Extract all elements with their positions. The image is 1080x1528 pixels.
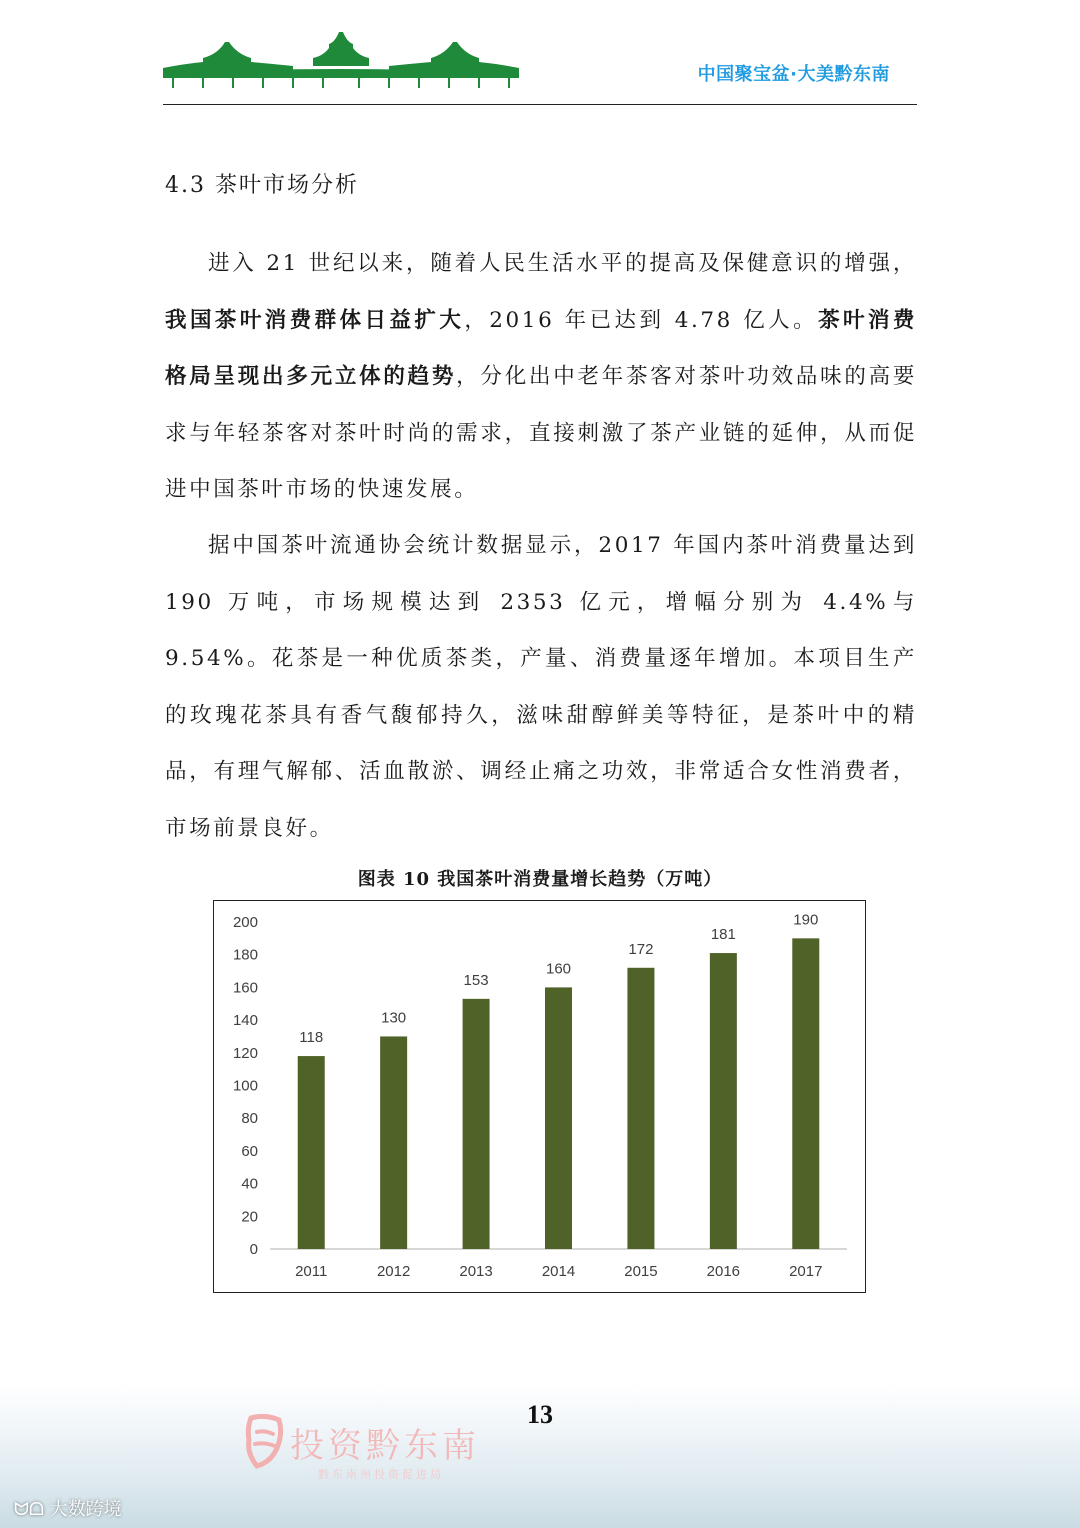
- bar-2016: [710, 953, 737, 1249]
- y-tick-label: 40: [241, 1175, 258, 1193]
- y-tick-label: 160: [232, 979, 258, 997]
- p1-bold-1: 我国茶叶消费群体日益扩大: [165, 307, 465, 333]
- x-tick-label: 2015: [624, 1263, 658, 1280]
- y-tick-label: 120: [232, 1044, 258, 1062]
- pagoda-building-icon: [163, 28, 519, 90]
- section-heading: 4.3 茶叶市场分析: [165, 173, 359, 198]
- bar-2014: [545, 987, 572, 1249]
- paragraph-market-data: 据中国茶叶流通协会统计数据显示，2017 年国内茶叶消费量达到 190 万吨，市场规模达到 2353 亿元，增幅分别为 4.4%与 9.54%。花茶是一种优质茶类，产量、消费量逐年增加。本项目生产的玫瑰花茶具有香气馥郁持久，滋味甜醇鲜美等特征，是茶叶中的精品，有理气解郁、活血散淤、调经止痛之功效，非常适合女性消费者，市场前景良好。: [165, 533, 917, 841]
- x-tick-label: 2016: [706, 1263, 741, 1280]
- y-tick-label: 20: [241, 1208, 258, 1226]
- data-label: 190: [793, 911, 819, 929]
- footer-brand: 投资黔东南: [290, 1426, 480, 1466]
- x-tick-label: 2014: [541, 1263, 576, 1280]
- watermark: [14, 1495, 122, 1521]
- figure-caption: 图表 10 我国茶叶消费量增长趋势（万吨）: [357, 869, 723, 890]
- p1-sentence-3: ，分化出中老年茶客对茶叶功效品味的高要求与年轻茶客对茶叶时尚的需求，直接刺激了茶产业链的延伸，从而促进中国茶叶市场的快速发展。: [165, 364, 918, 502]
- bar-2017: [792, 938, 819, 1249]
- y-tick-label: 80: [241, 1110, 258, 1128]
- header-divider: [163, 104, 917, 105]
- bar-2015: [627, 968, 654, 1249]
- bar-2013: [463, 999, 490, 1249]
- header-tagline: 中国聚宝盆·大美黔东南: [697, 64, 890, 85]
- chart-frame: [213, 900, 866, 1293]
- page-number: 13: [527, 1400, 553, 1429]
- y-tick-label: 200: [232, 914, 258, 931]
- footer-slogan: 黔东南州投资促进局: [318, 1468, 444, 1481]
- data-label: 118: [299, 1029, 324, 1047]
- p1-sentence-2: ，2016 年已达到 4.78 亿人。: [464, 307, 819, 333]
- y-tick-label: 100: [232, 1077, 258, 1095]
- bar-2012: [380, 1036, 407, 1249]
- data-label: 181: [710, 926, 736, 944]
- y-tick-label: 60: [241, 1142, 258, 1160]
- x-tick-label: 2013: [459, 1263, 493, 1280]
- data-label: 130: [381, 1009, 407, 1027]
- x-tick-label: 2011: [295, 1263, 328, 1280]
- y-tick-label: 140: [232, 1012, 258, 1030]
- bar-2011: [298, 1056, 325, 1249]
- x-tick-label: 2017: [789, 1263, 823, 1280]
- watermark-logo-icon: ᗢᗝ: [14, 1499, 50, 1520]
- y-tick-label: 180: [232, 946, 258, 964]
- bar-chart: [214, 901, 864, 1291]
- paragraph-consumer-growth: [165, 236, 917, 519]
- p1-bold-2: 茶叶消费格局呈现出多元立体的趋势: [165, 307, 918, 389]
- data-label: 172: [628, 940, 654, 958]
- data-label: 153: [463, 971, 489, 989]
- y-tick-label: 0: [249, 1241, 258, 1258]
- data-label: 160: [545, 960, 572, 978]
- watermark-text: 大数跨境: [49, 1499, 122, 1520]
- x-tick-label: 2012: [376, 1263, 411, 1280]
- p1-sentence-1: 进入 21 世纪以来，随着人民生活水平的提高及保健意识的增强，: [208, 251, 917, 276]
